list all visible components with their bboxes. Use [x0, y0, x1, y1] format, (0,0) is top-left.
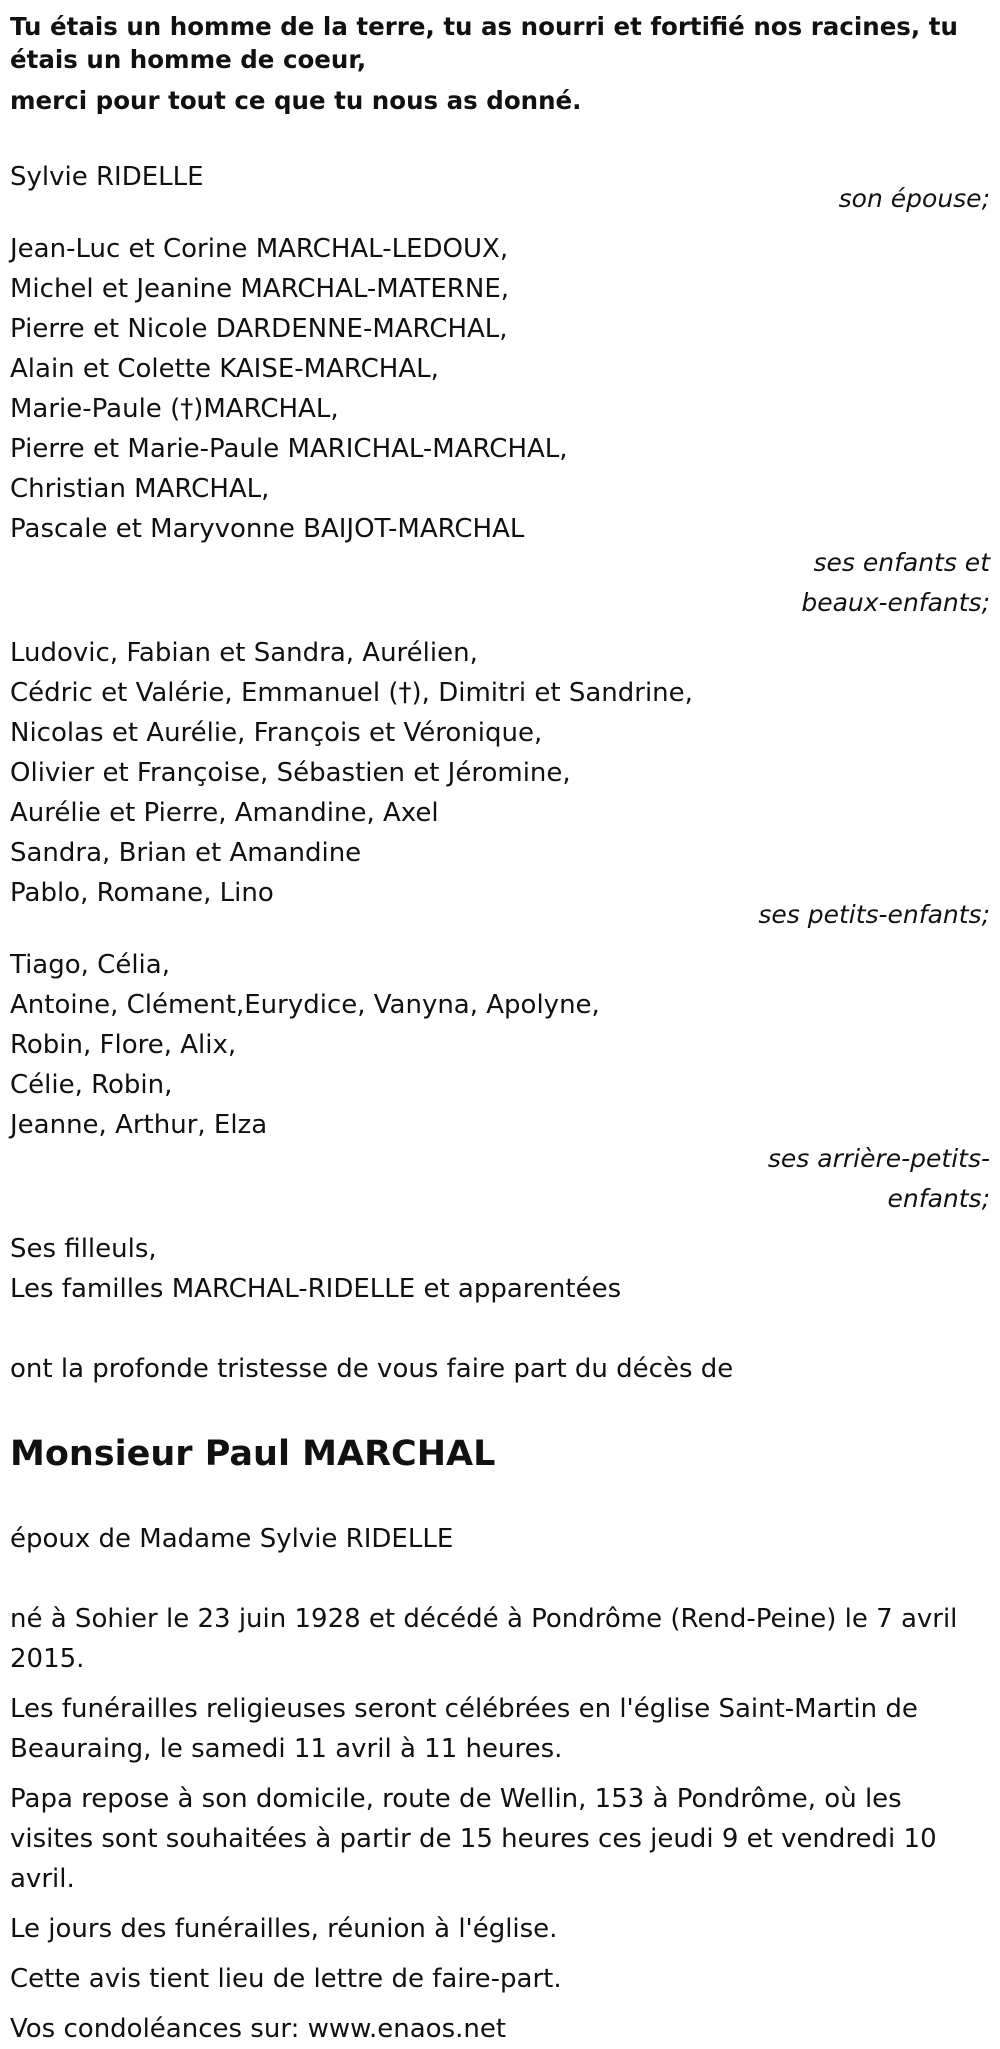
child-name: Marie-Paule (†)MARCHAL,	[10, 394, 339, 424]
visitation-text: Papa repose à son domicile, route de Wellin, 153 à Pondrôme, où les visites sont souhaitées à partir de 15 heures ces jeudi 9 et vendredi 10 avril.	[10, 1784, 937, 1894]
great-grandchild-name: Jeanne, Arthur, Elza	[10, 1110, 268, 1140]
funeral-text: Les funérailles religieuses seront célébrées en l'église Saint-Martin de Beauraing, le samedi 11 avril à 11 heures.	[10, 1694, 918, 1764]
notice-text: Cette avis tient lieu de lettre de faire-part.	[10, 1964, 562, 1994]
grandchild-name: Cédric et Valérie, Emmanuel (†), Dimitri et Sandrine,	[10, 678, 693, 708]
announcement-text: ont la profonde tristesse de vous faire part du décès de	[10, 1354, 734, 1384]
deceased-name: Monsieur Paul MARCHAL	[10, 1434, 496, 1474]
others-section	[10, 1229, 990, 1309]
child-name: Pierre et Marie-Paule MARICHAL-MARCHAL,	[10, 434, 568, 464]
great-grandchild-name: Antoine, Clément,Eurydice, Vanyna, Apolyne,	[10, 990, 600, 1020]
child-name: Jean-Luc et Corine MARCHAL-LEDOUX,	[10, 234, 509, 264]
child-name: Pascale et Maryvonne BAIJOT-MARCHAL	[10, 514, 525, 544]
grandchild-name: Olivier et Françoise, Sébastien et Jéromine,	[10, 758, 571, 788]
intro-quote-line1: Tu étais un homme de la terre, tu as nourri et fortifié nos racines, tu étais un homme de coeur,	[10, 12, 958, 74]
grandchild-name: Sandra, Brian et Amandine	[10, 838, 362, 868]
grandchild-name: Nicolas et Aurélie, François et Véronique,	[10, 718, 543, 748]
great-grandchild-name: Tiago, Célia,	[10, 950, 170, 980]
great-grandchild-name: Robin, Flore, Alix,	[10, 1030, 237, 1060]
children-section	[10, 229, 990, 623]
grandchild-name: Ludovic, Fabian et Sandra, Aurélien,	[10, 638, 478, 668]
great-grandchild-name: Célie, Robin,	[10, 1070, 173, 1100]
great-grandchildren-section	[10, 945, 990, 1219]
grandchildren-section	[10, 633, 990, 935]
grandchildren-relation: ses petits-enfants;	[758, 900, 990, 929]
spouse-relation: son épouse;	[838, 184, 990, 213]
details-section	[10, 1599, 990, 2049]
child-name: Pierre et Nicole DARDENNE-MARCHAL,	[10, 314, 508, 344]
families-line: Les familles MARCHAL-RIDELLE et apparentées	[10, 1274, 622, 1304]
spouse-name: Sylvie RIDELLE	[10, 162, 204, 192]
godchildren-line: Ses filleuls,	[10, 1234, 157, 1264]
child-name: Alain et Colette KAISE-MARCHAL,	[10, 354, 439, 384]
grandchild-name: Aurélie et Pierre, Amandine, Axel	[10, 798, 439, 828]
child-name: Christian MARCHAL,	[10, 474, 270, 504]
great-grandchildren-relation-line2: enfants;	[887, 1184, 990, 1213]
grandchild-name: Pablo, Romane, Lino	[10, 878, 274, 908]
great-grandchildren-relation-line1: ses arrière-petits-	[767, 1144, 990, 1173]
condolences-text: Vos condoléances sur: www.enaos.net	[10, 2014, 507, 2044]
intro-quote-line2: merci pour tout ce que tu nous as donné.	[10, 86, 582, 115]
child-name: Michel et Jeanine MARCHAL-MATERNE,	[10, 274, 510, 304]
birth-death-text: né à Sohier le 23 juin 1928 et décédé à Pondrôme (Rend-Peine) le 7 avril 2015.	[10, 1604, 958, 1674]
children-relation-line1: ses enfants et	[813, 548, 990, 577]
spouse-section	[10, 157, 990, 219]
funeral-meeting-text: Le jours des funérailles, réunion à l'église.	[10, 1914, 558, 1944]
children-relation-line2: beaux-enfants;	[801, 588, 990, 617]
spouse-of-text: époux de Madame Sylvie RIDELLE	[10, 1524, 454, 1554]
